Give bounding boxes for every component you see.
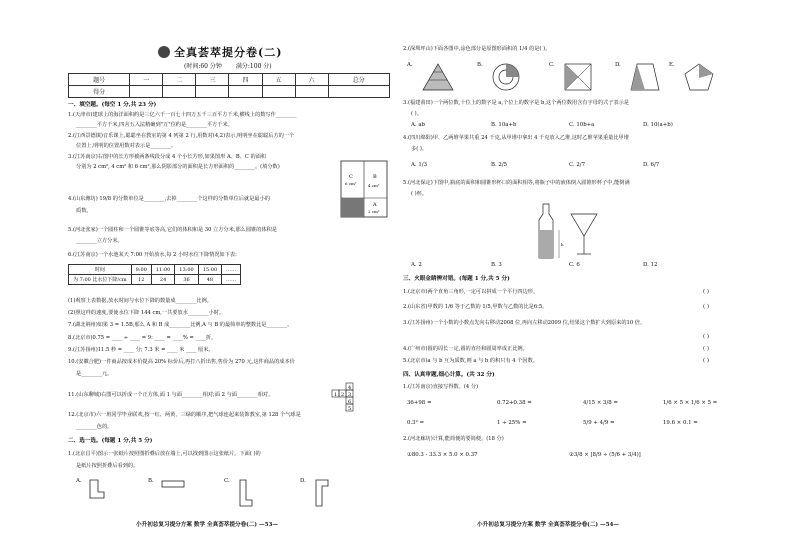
question-mc-3: 3.(福建莆田)一个两位数,十位上的数字是 a,个位上的数字是 b,这个两位数用含有字母的式子表示是 <box>403 100 629 106</box>
option-d[interactable]: D. 10(a+b) <box>643 122 673 128</box>
question-mc-1: 1.(北京昌平)图示一张纸片按照图折叠后放在墙上,可以找到图示这张纸片。下面( )的 <box>68 451 261 457</box>
question-mc-1-cont: 是纸片按照折叠后看到的。 <box>76 463 139 469</box>
cube-face: 1 <box>334 392 338 398</box>
judge-4-answer[interactable]: ( ) <box>703 346 709 352</box>
table-cell: 9:00 <box>131 265 151 275</box>
judge-5: 5.(北京市)a 与 b 互为质数,则 a 与 b 的积只有 4 个因数。 <box>403 358 538 364</box>
section-1-heading: 一、填空题。(每空 1 分,共 23 分) <box>68 102 157 108</box>
judge-2-answer[interactable]: ( ) <box>703 304 709 310</box>
score-header: 三 <box>196 74 229 86</box>
option-b[interactable]: B. <box>148 478 154 484</box>
left-page <box>62 0 392 552</box>
option-b[interactable]: B. <box>477 62 483 68</box>
question-mc-3-cont: ( )。 <box>411 111 422 117</box>
option-b[interactable]: B. 10a+b <box>491 122 517 128</box>
table-cell: …… <box>222 265 241 275</box>
trapezoid-shape <box>629 62 661 92</box>
question-10-cont: 是________元。 <box>76 371 113 377</box>
judge-1: 1.(北京市)两个直角三角形,一定可以拼成一个平行四边形。 <box>403 289 539 295</box>
label-b-area: 4 cm² <box>368 183 380 188</box>
question-12: 12.(北京市)六一班同学毕业联欢,按一红、两黄、三绿的顺序,把气球连起来装饰教室,第 128 个气球是 <box>68 412 301 418</box>
time-score <box>184 61 286 70</box>
right-page <box>403 0 733 552</box>
score-cell[interactable] <box>328 86 389 98</box>
option-c[interactable]: C. <box>549 62 555 68</box>
cube-net-figure <box>330 382 370 416</box>
judge-1-answer[interactable]: ( ) <box>703 289 709 295</box>
question-4: 4.(山东潍坊) 19/8 的分数单位是________,去掉________个这样的分数单位后就是最小的 <box>68 196 270 202</box>
question-3: 3.(江苏南京)右图中的长方形被两条线段分成 4 个小长方形,如果图形 A、B、C 的面积 <box>68 154 267 160</box>
shape-c <box>234 478 256 508</box>
option-a[interactable]: A. 2 <box>411 262 422 268</box>
cube-face: 5 <box>348 406 352 412</box>
question-9: 9.(江苏扬州)11.5 秒 = ____ 分; 7.3 米 = ____ 米 ____ 厘米。 <box>68 347 214 353</box>
table-cell: 时间 <box>69 265 132 275</box>
bottle-cup-figure <box>533 200 603 262</box>
time-text: (时间:60 分钟 <box>184 63 222 70</box>
question-6: 6.(江苏南京)一个水池某天 7:00 开始放水,每 2 小时水位下降情况如下表: <box>68 252 237 258</box>
question-11: 11.(山东聊城)右图可以折成一个正方体,面 1 与面________相对;面 2 与面________相对。 <box>68 392 274 398</box>
h-label: h <box>561 242 564 247</box>
question-2-cont: 位置上,明明的位置用数对表示是________。 <box>76 143 177 149</box>
score-cell[interactable] <box>196 86 229 98</box>
pentagon-shape <box>683 62 715 92</box>
score-header: 五 <box>262 74 295 86</box>
question-6-1: (1)观察上表数据,放水时间与水位下降的数量成________比例。 <box>68 298 212 304</box>
option-d[interactable]: D. 6/7 <box>643 162 660 168</box>
question-6-2: (2)照这样的速度,要使水位下降 144 cm,一共要放水________小时。 <box>68 310 225 316</box>
table-cell: 48 <box>198 275 221 285</box>
judge-5-answer[interactable]: ( ) <box>703 358 709 364</box>
title-text: 全真荟萃提分卷(二) <box>174 46 283 59</box>
option-b[interactable]: B. 3 <box>491 262 502 268</box>
calc-item: 0.3² = <box>407 420 424 426</box>
table-cell: 为 7:00 比水位下降/cm <box>69 275 132 285</box>
question-mc-5-cont: ( )杯。 <box>411 191 428 197</box>
option-d[interactable]: D. 12 <box>643 262 658 268</box>
question-mc-5: 5.(河北保定)下图中,瓶底的面积和圆锥形杯口的面积相等,将瓶子中的液体倒入圆锥形杯子中,能倒满 <box>403 180 630 186</box>
option-c[interactable]: C. 6 <box>569 262 580 268</box>
section-4-heading: 四、认真审题,细心计算。(共 32 分) <box>403 372 495 378</box>
table-cell: 11:00 <box>151 265 174 275</box>
triangle-shape <box>421 62 455 92</box>
cube-face: 3 <box>348 392 352 398</box>
option-e[interactable]: E. <box>669 62 675 68</box>
label-a-area: 2 cm² <box>368 209 380 214</box>
section-2-heading: 二、选一选。(每题 1 分,共 5 分) <box>68 438 153 444</box>
score-cell[interactable] <box>163 86 196 98</box>
calc-2a: ①80.3 - 33.3 × 5.0 × 0.37 <box>407 452 478 458</box>
question-2: 2.(江西景德镇)音乐课上,聪聪坐在教室的第 4 列第 2 行,用数对(4,2)表示,明明坐在聪聪后方的一个 <box>68 133 295 139</box>
calc-item: 0.72+0.38 = <box>497 400 532 406</box>
score-header: 二 <box>163 74 196 86</box>
option-a[interactable]: A. <box>76 478 82 484</box>
question-5-cont: ________立方分米。 <box>76 238 123 244</box>
score-header: 六 <box>295 74 328 86</box>
table-cell: 15:00 <box>198 265 221 275</box>
question-mc-4: 4.(四川绵阳)甲、乙两堆苹果共重 24 千克,从甲堆中拿出 4 千克放入乙堆,这时乙堆苹果重量比甲堆 <box>403 135 629 141</box>
score-text: 满分:100 分) <box>235 63 272 70</box>
score-header: 总分 <box>328 74 389 86</box>
question-4-cont: 质数。 <box>76 208 92 214</box>
score-cell[interactable] <box>130 86 163 98</box>
calc-1-heading: 1.(江苏南京)直接写得数。(4 分) <box>403 384 479 390</box>
score-header: 题号 <box>69 74 130 86</box>
right-footer: 小升初总复习提分方案 数学 全真荟萃提分卷(二) —54— <box>477 522 619 528</box>
question-8: 8.(北京市)0.75 = ____ ÷ ____ = 9: ____ = ____% = ____折。 <box>68 335 217 341</box>
label-c-area: 6 cm² <box>345 181 357 186</box>
score-header: 一 <box>130 74 163 86</box>
option-b[interactable]: B. 2/5 <box>491 162 508 168</box>
page-title <box>158 44 282 60</box>
cube-face: 4 <box>348 385 352 391</box>
option-a[interactable]: A. ab <box>411 122 425 128</box>
option-d[interactable]: D. <box>300 478 306 484</box>
question-mc-2: 2.(深圳坪山)下面各图中,涂色部分是原图形面积的 1/4 的是( )。 <box>403 46 551 52</box>
question-1-cont: ________平方千米,四舍五入法精确到"万"位约是________平方千米。 <box>76 122 233 128</box>
left-footer: 小升初总复习提分方案 数学 全真荟萃提分卷(二) —53— <box>136 522 278 528</box>
score-cell[interactable] <box>295 86 328 98</box>
question-mc-4-cont: 多( )。 <box>411 146 428 152</box>
shape-a <box>86 478 108 500</box>
label-b: B <box>373 174 377 180</box>
label-a: A <box>373 202 377 208</box>
table-cell: 12 <box>131 275 151 285</box>
table-cell: 36 <box>175 275 198 285</box>
judge-3: 3.(江苏扬州)一个小数的小数点先向右移动2008 位,再向左移动2009 位,结果这个数扩大到原来的10 倍。 <box>403 320 646 326</box>
rectangle-figure <box>340 160 388 218</box>
option-a[interactable]: A. 1/3 <box>411 162 427 168</box>
option-a[interactable]: A. <box>407 62 413 68</box>
label-c: C <box>349 174 353 180</box>
calc-item: 1/6 × 5 × 1/6 × 5 = <box>663 400 718 406</box>
calc-item: 5/9 + 4/9 = <box>583 420 615 426</box>
shape-b <box>160 478 188 492</box>
option-c[interactable]: C. 10b+a <box>569 122 595 128</box>
water-table <box>68 264 241 285</box>
score-row-label: 得分 <box>69 86 130 98</box>
cube-face: 2 <box>341 392 345 398</box>
cube-face: 6 <box>348 399 352 405</box>
calc-item: 4/15 × 3/8 = <box>583 400 618 406</box>
calc-2-heading: 2.(河北廊坊)计算,能简便的要简便。(18 分) <box>403 436 504 442</box>
question-7: 7.(湖北荆州)如果 3 = 1.5B,那么 A 和 B 成________比例,A 与 B 的最简单的整数比是________。 <box>68 322 293 328</box>
shape-d <box>312 478 334 508</box>
option-c[interactable]: C. 2/7 <box>569 162 586 168</box>
calc-item: 1 ÷ 25% = <box>497 420 527 426</box>
judge-4: 4.(广州市)圆的周长一定,圆的直径和圆周率成正比例。 <box>403 346 528 352</box>
question-3-cont: 分别为 2 cm², 4 cm² 和 6 cm²,那么阴影部分的面积是长方形面积的________。(填分数) <box>76 164 280 170</box>
table-cell: …… <box>222 275 241 285</box>
square-shape <box>563 62 593 92</box>
score-cell[interactable] <box>229 86 262 98</box>
question-12-cont: ________色的。 <box>76 424 113 430</box>
question-5: 5.(河北张家)一个圆柱和一个圆锥等底等高,它们的体积和是 30 立方分米,那么圆锥的体积是 <box>68 227 277 233</box>
calc-item: 36+98 = <box>407 400 432 406</box>
score-table <box>68 73 390 98</box>
table-cell: 13:00 <box>175 265 198 275</box>
calc-item: 19.6 × 0.1 = <box>663 420 698 426</box>
judge-2: 2.(山东省)甲数的 1/6 等于乙数的 1/5,甲数与乙数的比是6:5。 <box>403 304 548 310</box>
score-header: 四 <box>229 74 262 86</box>
judge-3-answer[interactable]: ( ) <box>703 334 709 340</box>
score-cell[interactable] <box>262 86 295 98</box>
section-3-heading: 三、火眼金睛辨对错。(每题 1 分,共 5 分) <box>403 276 510 282</box>
circle-shape <box>491 62 521 92</box>
option-c[interactable]: C. <box>224 478 230 484</box>
calc-2b: ②3/8 × [8/9 ÷ (5/6 + 3/4)] <box>569 452 641 458</box>
table-cell: 24 <box>151 275 174 285</box>
option-d[interactable]: D. <box>615 62 621 68</box>
logo-icon <box>158 46 170 58</box>
question-10: 10.(安徽合肥)一件商品按成本价提高 20% 标价后,再打八折出售,售价为 270 元,这件商品的成本价 <box>68 359 295 365</box>
question-1: 1.(天津市)建球上的海洋面积约是三亿六千一百七十四万五千三百平方千米,横线上的数写作________ <box>68 112 297 118</box>
